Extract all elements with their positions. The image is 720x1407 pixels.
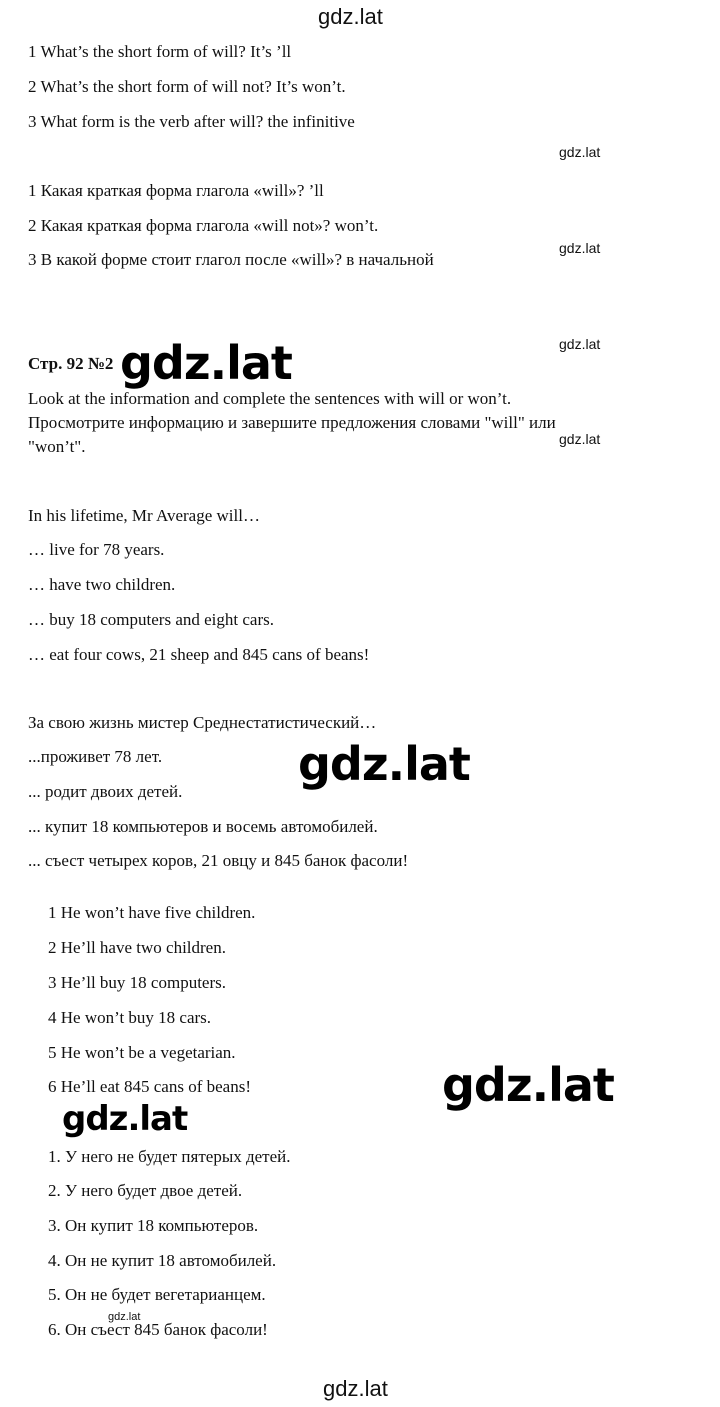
facts-en-item-2: … have two children. (28, 575, 176, 594)
answer-ru-4: 4. Он не купит 18 автомобилей. (48, 1251, 277, 1270)
watermark-header: gdz.lat (318, 4, 383, 29)
facts-en-item-4: … eat four cows, 21 sheep and 845 cans of beans! (28, 645, 370, 664)
watermark-large-1: gdz.lat (120, 336, 292, 390)
watermark-large-2: gdz.lat (298, 737, 470, 791)
qa-ru-line-2: 2 Какая краткая форма глагола «will not»? won’t. (28, 216, 379, 235)
answer-en-2: 2 He’ll have two children. (48, 938, 226, 957)
instruction-en: Look at the information and complete the sentences with will or won’t. (28, 389, 512, 408)
instruction-ru-2: "won’t". (28, 437, 86, 456)
watermark-small-3: gdz.lat (559, 336, 601, 352)
answer-ru-2: 2. У него будет двое детей. (48, 1181, 243, 1200)
watermark-small-1: gdz.lat (559, 144, 601, 160)
answer-en-1: 1 He won’t have five children. (48, 903, 256, 922)
watermark-large-4: gdz.lat (62, 1099, 188, 1139)
facts-ru-item-1: ...проживет 78 лет. (28, 747, 163, 766)
answer-en-5: 5 He won’t be a vegetarian. (48, 1043, 236, 1062)
facts-en-item-1: … live for 78 years. (28, 540, 165, 559)
qa-en-line-2: 2 What’s the short form of will not? It’s won’t. (28, 77, 346, 96)
facts-ru-item-2: ... родит двоих детей. (28, 782, 183, 801)
answer-ru-3: 3. Он купит 18 компьютеров. (48, 1216, 259, 1235)
qa-ru-line-1: 1 Какая краткая форма глагола «will»? ’ll (28, 181, 324, 200)
qa-ru-line-3: 3 В какой форме стоит глагол после «will»? в начальной (28, 250, 434, 269)
answer-en-4: 4 He won’t buy 18 cars. (48, 1008, 212, 1027)
watermark-small-4: gdz.lat (559, 431, 601, 447)
exercise-heading: Стр. 92 №2 (28, 354, 114, 373)
facts-en-intro: In his lifetime, Mr Average will… (28, 506, 260, 525)
answer-ru-1: 1. У него не будет пятерых детей. (48, 1147, 291, 1166)
watermark-large-3: gdz.lat (442, 1058, 614, 1112)
facts-ru-intro: За свою жизнь мистер Среднестатистический… (28, 713, 377, 732)
qa-en-line-1: 1 What’s the short form of will? It’s ’ll (28, 42, 292, 61)
facts-ru-item-3: ... купит 18 компьютеров и восемь автомобилей. (28, 817, 378, 836)
qa-en-line-3: 3 What form is the verb after will? the infinitive (28, 112, 355, 131)
watermark-tiny: gdz.lat (108, 1311, 141, 1323)
answer-en-3: 3 He’ll buy 18 computers. (48, 973, 226, 992)
watermark-footer: gdz.lat (323, 1376, 388, 1401)
answer-ru-6: 6. Он съест 845 банок фасоли! (48, 1320, 268, 1339)
watermark-small-2: gdz.lat (559, 240, 601, 256)
facts-en-item-3: … buy 18 computers and eight cars. (28, 610, 274, 629)
instruction-ru-1: Просмотрите информацию и завершите предложения словами "will" или (28, 413, 556, 432)
facts-ru-item-4: ... съест четырех коров, 21 овцу и 845 банок фасоли! (28, 851, 409, 870)
answer-ru-5: 5. Он не будет вегетарианцем. (48, 1285, 266, 1304)
answer-en-6: 6 He’ll eat 845 cans of beans! (48, 1077, 251, 1096)
